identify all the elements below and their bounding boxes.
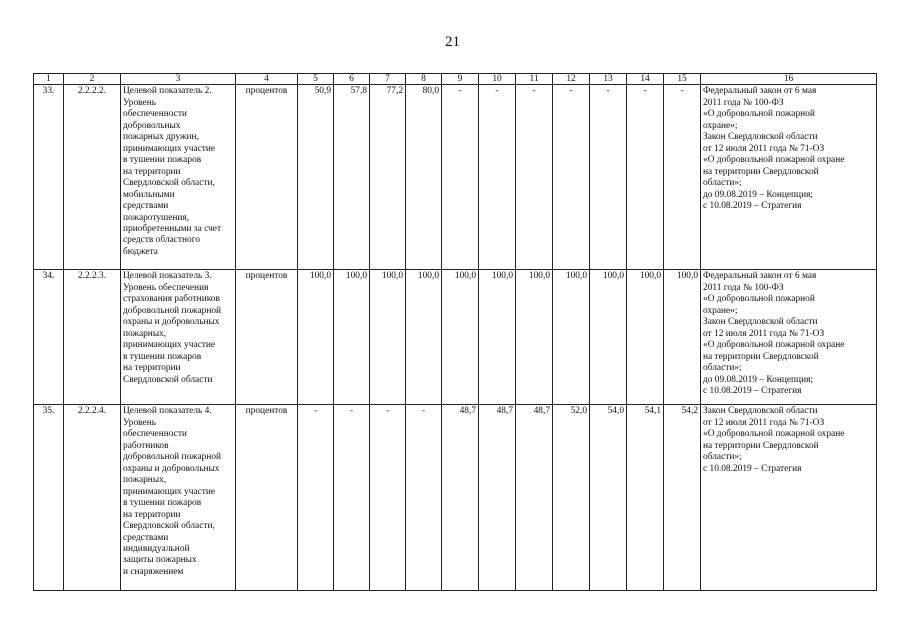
legal-basis [701, 270, 877, 405]
value-cell: - [590, 85, 627, 270]
page-number: 21 [445, 34, 460, 50]
description-line: принимающих участие [123, 143, 216, 154]
basis-line: с 10.08.2019 – Стратегия [703, 463, 802, 474]
value-cell: - [553, 85, 590, 270]
unit-cell: процентов [236, 405, 298, 591]
row-code: 2.2.2.4. [64, 405, 121, 591]
header-col-2: 2 [64, 74, 121, 85]
description-line: мобильными [123, 189, 175, 200]
value-cell: 80,0 [406, 85, 442, 270]
value-cell: 100,0 [406, 270, 442, 405]
description-line: в тушении пожаров [123, 351, 202, 362]
value-cell: 54,0 [590, 405, 627, 591]
value-cell: 100,0 [627, 270, 664, 405]
header-col-6: 6 [334, 74, 370, 85]
description-line: на территории [123, 509, 181, 520]
description-line: индивидуальной [123, 543, 190, 554]
description-line: обеспеченности [123, 429, 187, 440]
header-col-15: 15 [664, 74, 701, 85]
description-line: средствами [123, 201, 169, 212]
description-line: пожарных, [123, 475, 167, 486]
description-line: на территории [123, 166, 181, 177]
value-cell: 100,0 [590, 270, 627, 405]
basis-line: охране»; [703, 120, 738, 131]
indicator-description [121, 85, 236, 270]
description-line: принимающих участие [123, 486, 216, 497]
value-cell: 100,0 [334, 270, 370, 405]
value-cell: - [479, 85, 516, 270]
header-col-14: 14 [627, 74, 664, 85]
basis-line: с 10.08.2019 – Стратегия [703, 201, 802, 212]
value-cell: 54,2 [664, 405, 701, 591]
description-line: Целевой показатель 2. [123, 86, 212, 97]
description-line: и снаряжением [123, 566, 184, 577]
value-cell: - [664, 85, 701, 270]
table-row [34, 85, 877, 270]
legal-basis [701, 405, 877, 591]
description-line: Уровень обеспечения [123, 282, 209, 293]
description-line: пожаротушения, [123, 212, 190, 223]
value-cell: 100,0 [553, 270, 590, 405]
basis-line: от 12 июля 2011 года № 71-ОЗ [703, 143, 825, 154]
basis-line: 2011 года № 100-ФЗ [703, 282, 784, 293]
row-number: 33. [34, 85, 64, 270]
indicators-table [33, 73, 877, 591]
basis-line: до 09.08.2019 – Концепция; [703, 374, 813, 385]
description-line: в тушении пожаров [123, 155, 202, 166]
row-code: 2.2.2.2. [64, 85, 121, 270]
value-cell: - [406, 405, 442, 591]
description-line: пожарных, [123, 328, 167, 339]
description-line: Свердловской области [123, 374, 213, 385]
value-cell: 48,7 [516, 405, 553, 591]
table-row [34, 270, 877, 405]
value-cell: - [298, 405, 334, 591]
table-row [34, 405, 877, 591]
header-col-1: 1 [34, 74, 64, 85]
description-line: принимающих участие [123, 340, 216, 351]
description-line: добровольной пожарной [123, 452, 222, 463]
description-line: Целевой показатель 3. [123, 271, 212, 282]
unit-cell: процентов [236, 85, 298, 270]
description-line: Целевой показатель 4. [123, 406, 212, 417]
description-line: средств областного [123, 235, 201, 246]
description-line: охраны и добровольных [123, 317, 220, 328]
basis-line: «О добровольной пожарной [703, 294, 815, 305]
description-line: Свердловской области, [123, 521, 215, 532]
row-code: 2.2.2.3. [64, 270, 121, 405]
value-cell: 100,0 [442, 270, 479, 405]
description-line: добровольных [123, 120, 181, 131]
description-line: Свердловской области, [123, 178, 215, 189]
value-cell: 100,0 [298, 270, 334, 405]
description-line: на территории [123, 363, 181, 374]
basis-line: «О добровольной пожарной [703, 109, 815, 120]
value-cell: 54,1 [627, 405, 664, 591]
header-col-16: 16 [701, 74, 877, 85]
basis-line: до 09.08.2019 – Концепция; [703, 189, 813, 200]
indicator-description [121, 405, 236, 591]
description-line: охраны и добровольных [123, 463, 220, 474]
basis-line: области»; [703, 178, 742, 189]
description-line: Уровень [123, 97, 157, 108]
basis-line: Закон Свердловской области [703, 132, 818, 143]
description-line: пожарных дружин, [123, 132, 199, 143]
indicator-description [121, 270, 236, 405]
basis-line: от 12 июля 2011 года № 71-ОЗ [703, 417, 825, 428]
header-col-8: 8 [406, 74, 442, 85]
header-col-9: 9 [442, 74, 479, 85]
description-line: страхования работников [123, 294, 220, 305]
value-cell: 48,7 [442, 405, 479, 591]
basis-line: Закон Свердловской области [703, 317, 818, 328]
value-cell: 100,0 [516, 270, 553, 405]
header-col-10: 10 [479, 74, 516, 85]
basis-line: Федеральный закон от 6 мая [703, 271, 817, 282]
value-cell: 100,0 [664, 270, 701, 405]
value-cell: 52,0 [553, 405, 590, 591]
header-col-13: 13 [590, 74, 627, 85]
header-col-3: 3 [121, 74, 236, 85]
basis-line: от 12 июля 2011 года № 71-ОЗ [703, 328, 825, 339]
value-cell: 77,2 [370, 85, 406, 270]
basis-line: «О добровольной пожарной охране [703, 155, 845, 166]
description-line: в тушении пожаров [123, 498, 202, 509]
basis-line: на территории Свердловской [703, 440, 819, 451]
basis-line: «О добровольной пожарной охране [703, 429, 845, 440]
value-cell: - [370, 405, 406, 591]
basis-line: Федеральный закон от 6 мая [703, 86, 817, 97]
header-row [34, 74, 877, 85]
header-col-12: 12 [553, 74, 590, 85]
basis-line: «О добровольной пожарной охране [703, 340, 845, 351]
description-line: защиты пожарных [123, 555, 197, 566]
value-cell: 57,8 [334, 85, 370, 270]
description-line: Уровень [123, 417, 157, 428]
description-line: добровольной пожарной [123, 305, 222, 316]
header-col-11: 11 [516, 74, 553, 85]
description-line: обеспеченности [123, 109, 187, 120]
basis-line: на территории Свердловской [703, 351, 819, 362]
basis-line: Закон Свердловской области [703, 406, 818, 417]
value-cell: 100,0 [479, 270, 516, 405]
legal-basis [701, 85, 877, 270]
value-cell: - [627, 85, 664, 270]
unit-cell: процентов [236, 270, 298, 405]
basis-line: охране»; [703, 305, 738, 316]
basis-line: на территории Свердловской [703, 166, 819, 177]
header-col-7: 7 [370, 74, 406, 85]
header-col-4: 4 [236, 74, 298, 85]
description-line: средствами [123, 532, 169, 543]
description-line: работников [123, 440, 169, 451]
basis-line: 2011 года № 100-ФЗ [703, 97, 784, 108]
row-number: 34. [34, 270, 64, 405]
basis-line: области»; [703, 452, 742, 463]
basis-line: с 10.08.2019 – Стратегия [703, 386, 802, 397]
description-line: приобретенными за счет [123, 223, 222, 234]
value-cell: - [442, 85, 479, 270]
value-cell: - [334, 405, 370, 591]
value-cell: 50,9 [298, 85, 334, 270]
description-line: бюджета [123, 246, 158, 257]
value-cell: 48,7 [479, 405, 516, 591]
row-number: 35. [34, 405, 64, 591]
value-cell: 100,0 [370, 270, 406, 405]
header-col-5: 5 [298, 74, 334, 85]
basis-line: области»; [703, 363, 742, 374]
value-cell: - [516, 85, 553, 270]
